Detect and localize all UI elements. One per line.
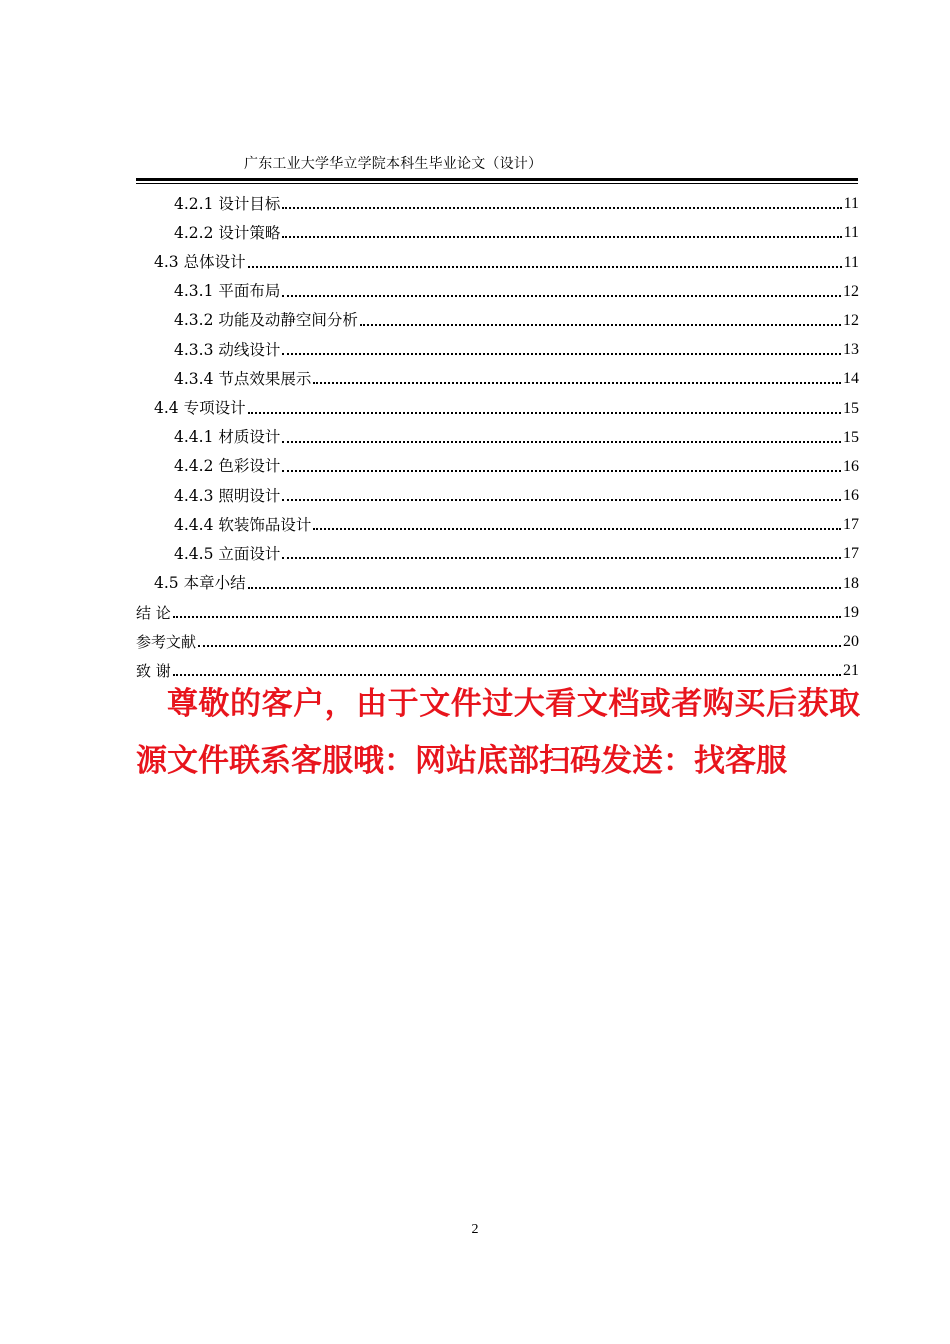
toc-entry-label: 4.4.3 照明设计 bbox=[174, 486, 281, 505]
toc-entry-page: 12 bbox=[843, 282, 859, 300]
toc-entry-page: 16 bbox=[843, 487, 859, 505]
toc-leader-dots bbox=[173, 616, 841, 618]
toc-entry-page: 21 bbox=[843, 662, 859, 680]
page-number: 2 bbox=[471, 1222, 479, 1237]
toc-entry[interactable] bbox=[136, 419, 859, 448]
toc-entry-label: 4.4.2 色彩设计 bbox=[174, 457, 281, 476]
toc-leader-dots bbox=[248, 412, 841, 414]
toc-entry[interactable] bbox=[136, 273, 859, 302]
toc-entry-page: 17 bbox=[843, 545, 859, 563]
toc-entry[interactable] bbox=[136, 448, 859, 477]
toc-entry-label: 4.5 本章小结 bbox=[154, 574, 246, 593]
toc-leader-dots bbox=[282, 499, 841, 501]
toc-entry-page: 11 bbox=[843, 195, 859, 213]
toc-entry-page: 20 bbox=[843, 633, 859, 650]
toc-entry-label: 4.3.3 动线设计 bbox=[174, 340, 281, 359]
toc-entry[interactable] bbox=[136, 594, 859, 623]
toc-leader-dots bbox=[282, 207, 841, 209]
toc-entry-label: 4.4 专项设计 bbox=[154, 399, 246, 417]
toc-entry-page: 15 bbox=[843, 428, 859, 446]
toc-leader-dots bbox=[282, 353, 841, 355]
toc-entry[interactable] bbox=[136, 535, 859, 564]
toc-leader-dots bbox=[282, 441, 841, 443]
toc-entry-page: 16 bbox=[843, 457, 859, 475]
toc-entry[interactable] bbox=[136, 360, 859, 389]
toc-entry-page: 14 bbox=[843, 370, 859, 388]
toc-entry[interactable] bbox=[136, 623, 859, 652]
running-header: 广东工业大学华立学院本科生毕业论文（设计） bbox=[244, 156, 543, 172]
toc-leader-dots bbox=[313, 382, 841, 384]
toc-entry[interactable] bbox=[136, 243, 859, 272]
toc-entry-page: 11 bbox=[843, 253, 859, 271]
toc-entry-label: 4.4.1 材质设计 bbox=[174, 428, 281, 447]
toc-entry[interactable] bbox=[136, 477, 859, 506]
toc-entry-label: 4.3 总体设计 bbox=[154, 253, 246, 272]
toc-entry-label: 参考文献 bbox=[136, 633, 197, 651]
toc-entry-page: 17 bbox=[843, 516, 859, 534]
toc-entry-label: 4.3.4 节点效果展示 bbox=[174, 369, 312, 388]
toc-leader-dots bbox=[282, 295, 841, 297]
toc-entry[interactable] bbox=[136, 564, 859, 593]
toc-entry-label: 结 论 bbox=[136, 603, 171, 622]
toc-entry[interactable] bbox=[136, 214, 859, 243]
toc-entry-label: 致 谢 bbox=[136, 662, 171, 681]
toc-entry-label: 4.3.1 平面布局 bbox=[174, 282, 281, 301]
toc-entry-label: 4.2.2 设计策略 bbox=[174, 223, 281, 242]
toc-entry-label: 4.2.1 设计目标 bbox=[174, 194, 281, 213]
table-of-contents bbox=[136, 185, 859, 681]
toc-leader-dots bbox=[248, 587, 841, 589]
toc-entry-page: 11 bbox=[843, 224, 859, 242]
toc-entry[interactable] bbox=[136, 389, 859, 418]
toc-leader-dots bbox=[282, 236, 841, 238]
toc-entry-label: 4.4.5 立面设计 bbox=[174, 544, 281, 563]
toc-entry[interactable] bbox=[136, 506, 859, 535]
toc-leader-dots bbox=[198, 645, 841, 647]
toc-entry-page: 15 bbox=[843, 399, 859, 417]
toc-entry-page: 18 bbox=[843, 574, 859, 592]
toc-leader-dots bbox=[360, 324, 841, 326]
toc-leader-dots bbox=[282, 557, 841, 559]
toc-entry-label: 4.4.4 软装饰品设计 bbox=[174, 515, 312, 534]
header-rule-thick bbox=[136, 178, 858, 181]
toc-leader-dots bbox=[282, 470, 841, 472]
toc-entry[interactable] bbox=[136, 185, 859, 214]
toc-entry-page: 19 bbox=[843, 603, 859, 621]
toc-entry[interactable] bbox=[136, 331, 859, 360]
toc-leader-dots bbox=[313, 528, 841, 530]
toc-leader-dots bbox=[248, 266, 842, 268]
toc-entry[interactable] bbox=[136, 302, 859, 331]
customer-notice: 尊敬的客户，由于文件过大看文档或者购买后获取源文件联系客服哦：网站底部扫码发送：找客服 bbox=[136, 686, 860, 779]
header-rule-thin bbox=[136, 183, 858, 184]
toc-entry-page: 13 bbox=[843, 341, 859, 359]
toc-entry-page: 12 bbox=[843, 311, 859, 329]
toc-entry-label: 4.3.2 功能及动静空间分析 bbox=[174, 311, 358, 330]
